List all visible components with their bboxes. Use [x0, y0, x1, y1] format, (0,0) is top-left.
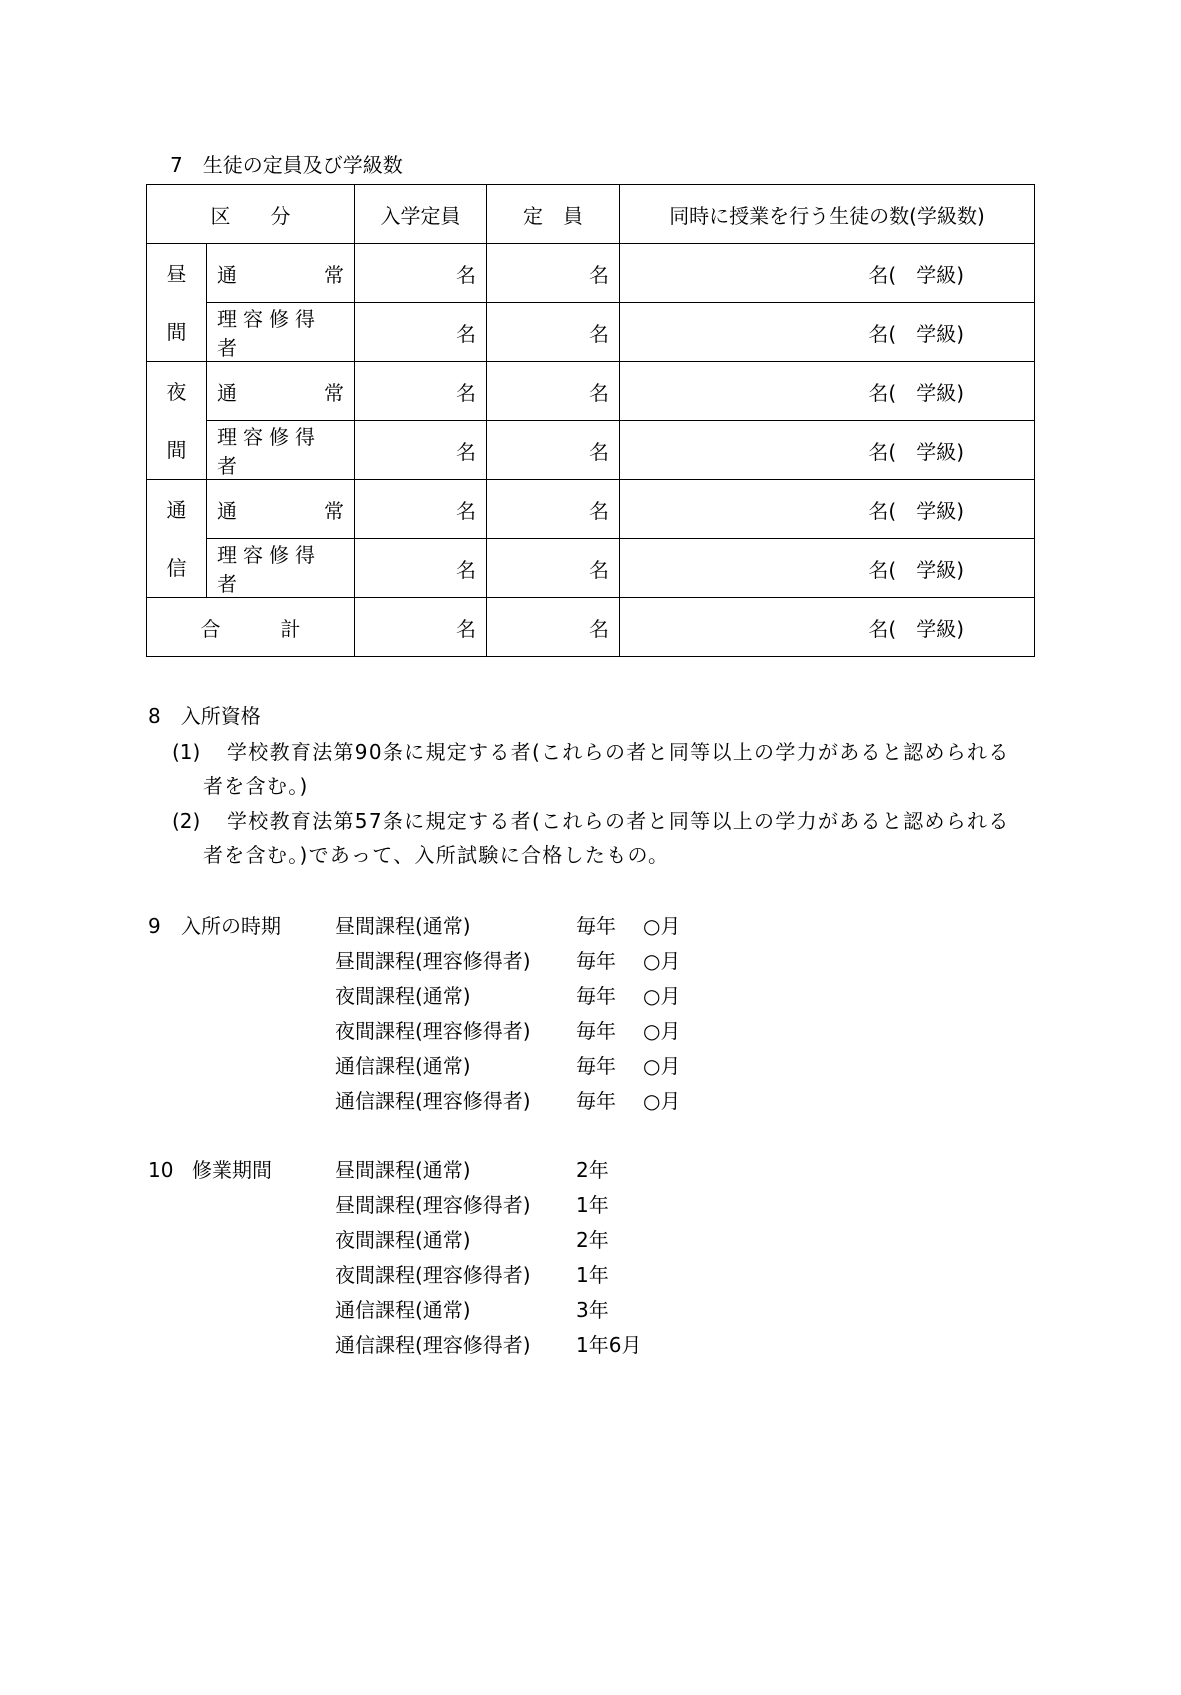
section-10-number: 10: [148, 1158, 174, 1182]
header-capacity: 定 員: [487, 185, 620, 244]
table-header: [147, 185, 1035, 244]
item-number: (2): [172, 809, 201, 833]
cell-simultaneous: 名( 学級): [620, 598, 1035, 657]
group-label-char: 間: [166, 437, 187, 462]
cell-admission: 名: [355, 480, 487, 539]
cell-capacity: 名: [487, 303, 620, 362]
item-number: (1): [172, 740, 201, 764]
schedule-month: ○月: [643, 1089, 681, 1113]
cell-simultaneous: 名( 学級): [620, 539, 1035, 598]
table-row: [147, 539, 1035, 598]
cell-admission: 名: [355, 598, 487, 657]
schedule-when: 毎年: [576, 984, 616, 1008]
schedule-when: 毎年: [576, 949, 616, 973]
duration-period: 1年: [576, 1193, 609, 1217]
cell-admission: 名: [355, 362, 487, 421]
schedule-course: 夜間課程(通常): [335, 984, 471, 1008]
row-name-char: 通: [217, 262, 237, 287]
cell-capacity: 名: [487, 539, 620, 598]
cell-simultaneous: 名( 学級): [620, 244, 1035, 303]
item-line: 学校教育法第90条に規定する者(これらの者と同等以上の学力があると認められる: [227, 740, 1010, 764]
row-name-char: 常: [324, 380, 344, 405]
capacity-table: [146, 184, 1035, 657]
schedule-month: ○月: [643, 1054, 681, 1078]
group-label-char: 昼: [166, 261, 187, 286]
row-name: [207, 244, 355, 303]
cell-admission: 名: [355, 539, 487, 598]
duration-period: 1年6月: [576, 1333, 642, 1357]
cell-capacity: 名: [487, 421, 620, 480]
cell-simultaneous: 名( 学級): [620, 303, 1035, 362]
schedule-when: 毎年: [576, 1054, 616, 1078]
group-label-char: 信: [166, 555, 187, 580]
section-7-title: 7 生徒の定員及び学級数: [170, 153, 403, 177]
row-name-wrap: [217, 259, 344, 288]
schedule-when: 毎年: [576, 1019, 616, 1043]
group-label: [147, 480, 207, 598]
item-line: 学校教育法第57条に規定する者(これらの者と同等以上の学力があると認められる: [227, 809, 1010, 833]
cell-admission: 名: [355, 303, 487, 362]
schedule-month: ○月: [643, 984, 681, 1008]
cell-admission: 名: [355, 244, 487, 303]
row-name-wrap: [217, 377, 344, 406]
duration-course: 夜間課程(理容修得者): [335, 1263, 531, 1287]
item-line: 者を含む。)であって、入所試験に合格したもの。: [203, 843, 670, 867]
duration-period: 2年: [576, 1158, 609, 1182]
duration-period: 1年: [576, 1263, 609, 1287]
duration-period: 2年: [576, 1228, 609, 1252]
row-name: [207, 362, 355, 421]
cell-capacity: 名: [487, 362, 620, 421]
duration-course: 通信課程(理容修得者): [335, 1333, 531, 1357]
section-9-title: 入所の時期: [181, 914, 281, 938]
header-admission: 入学定員: [355, 185, 487, 244]
schedule-course: 昼間課程(理容修得者): [335, 949, 531, 973]
section-9-number: 9: [148, 914, 161, 938]
header-simultaneous: 同時に授業を行う生徒の数(学級数): [620, 185, 1035, 244]
cell-admission: 名: [355, 421, 487, 480]
duration-period: 3年: [576, 1298, 609, 1322]
table-row: [147, 421, 1035, 480]
row-name: 理容修得者: [207, 303, 355, 362]
schedule-month: ○月: [643, 949, 681, 973]
table-row: [147, 480, 1035, 539]
schedule-when: 毎年: [576, 1089, 616, 1113]
row-name: 理容修得者: [207, 421, 355, 480]
total-label: 合 計: [147, 598, 355, 657]
cell-simultaneous: 名( 学級): [620, 362, 1035, 421]
schedule-month: ○月: [643, 914, 681, 938]
row-name-char: 常: [324, 498, 344, 523]
group-label-char: 夜: [166, 379, 187, 404]
cell-simultaneous: 名( 学級): [620, 421, 1035, 480]
duration-course: 通信課程(通常): [335, 1298, 471, 1322]
duration-course: 昼間課程(通常): [335, 1158, 471, 1182]
row-name-char: 通: [217, 380, 237, 405]
schedule-course: 昼間課程(通常): [335, 914, 471, 938]
group-label-char: 間: [166, 319, 187, 344]
schedule-course: 通信課程(通常): [335, 1054, 471, 1078]
schedule-when: 毎年: [576, 914, 616, 938]
table-row-total: [147, 598, 1035, 657]
cell-simultaneous: 名( 学級): [620, 480, 1035, 539]
row-name: [207, 480, 355, 539]
duration-course: 昼間課程(理容修得者): [335, 1193, 531, 1217]
header-kubun: 区 分: [147, 185, 355, 244]
schedule-course: 通信課程(理容修得者): [335, 1089, 531, 1113]
cell-capacity: 名: [487, 244, 620, 303]
table-row: [147, 244, 1035, 303]
cell-capacity: 名: [487, 598, 620, 657]
group-label-char: 通: [166, 497, 187, 522]
schedule-course: 夜間課程(理容修得者): [335, 1019, 531, 1043]
schedule-month: ○月: [643, 1019, 681, 1043]
table-row: [147, 362, 1035, 421]
duration-course: 夜間課程(通常): [335, 1228, 471, 1252]
row-name-wrap: [217, 495, 344, 524]
group-label: [147, 244, 207, 362]
row-name: 理容修得者: [207, 539, 355, 598]
section-10-title: 修業期間: [192, 1158, 272, 1182]
row-name-char: 通: [217, 498, 237, 523]
section-8-title: 8 入所資格: [148, 704, 261, 728]
group-label: [147, 362, 207, 480]
cell-capacity: 名: [487, 480, 620, 539]
table-row: [147, 303, 1035, 362]
row-name-char: 常: [324, 262, 344, 287]
item-line: 者を含む。): [203, 774, 309, 798]
